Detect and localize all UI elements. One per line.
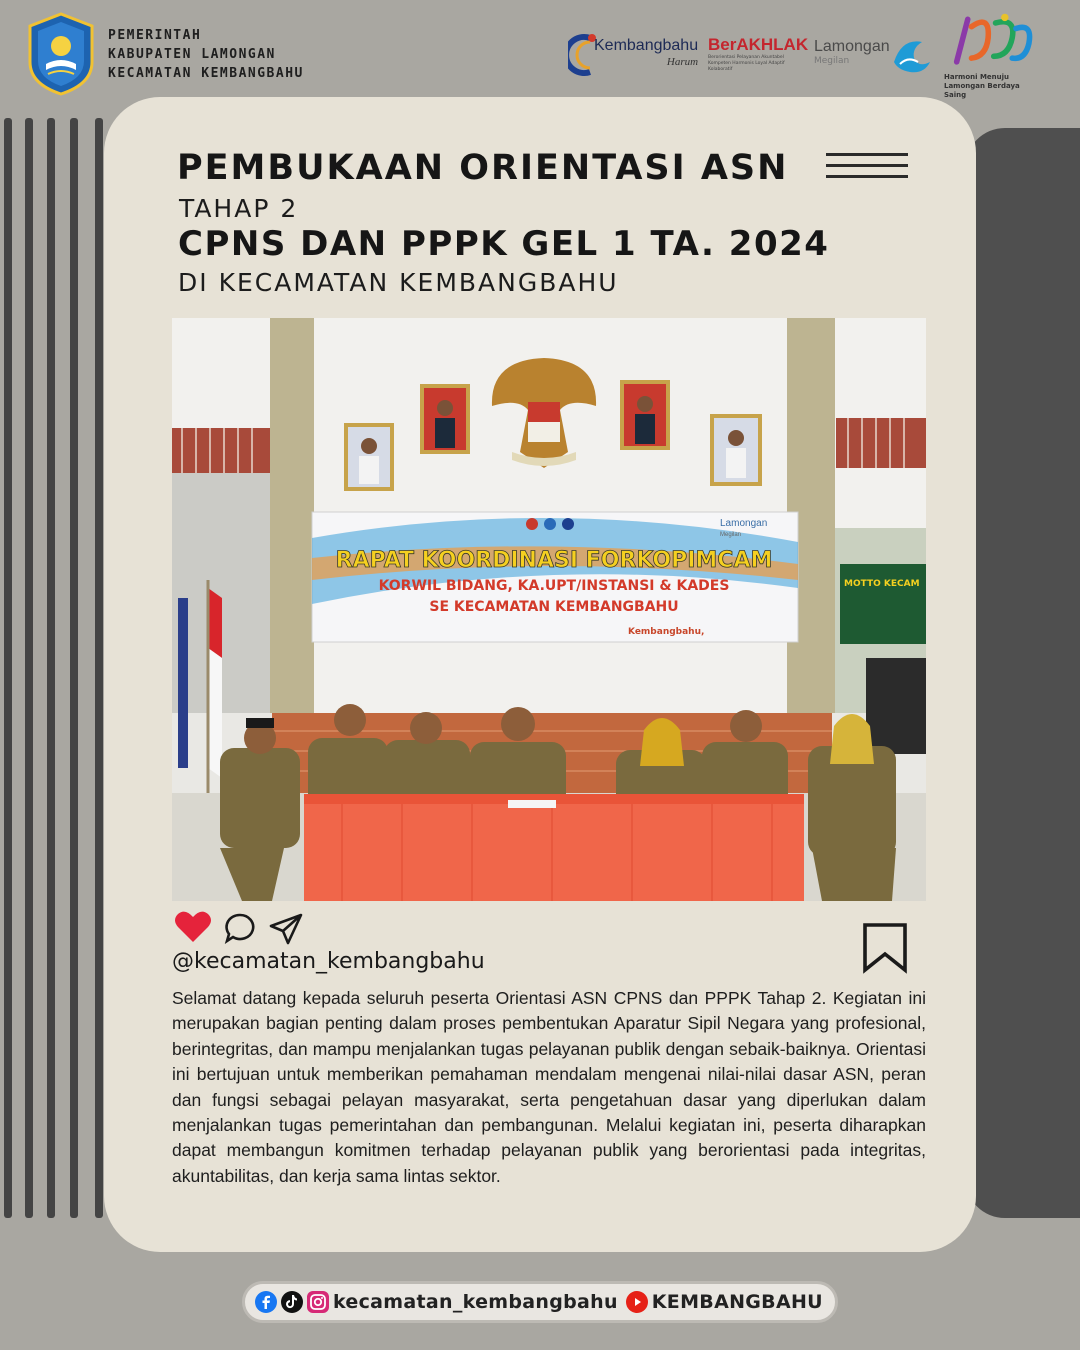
- anniversary-logo: [940, 10, 1040, 100]
- lamongan-text: Lamongan: [814, 38, 890, 55]
- meeting-banner: [312, 512, 798, 642]
- anniversary-tagline: Harmoni Menuju Lamongan Berdaya Saing: [944, 73, 1020, 99]
- post-caption: Selamat datang kepada seluruh peserta Orientasi ASN CPNS dan PPPK Tahap 2. Kegiatan ini merupakan bagian penting dalam proses pembentukan Aparatur Sipil Negara yang profesional, berintegritas, dan mampu menjalankan tugas pelayanan publik dengan sebaik-baiknya. Orientasi ini bertujuan untuk memberikan pemahaman mendalam mengenai nilai-nilai dasar ASN, peran dan fungsi sebagai pelayan masyarakat, serta pengetahuan dasar yang diperlukan dalam menjalankan tugas pemerintahan dan pembangunan. Melalui kegiatan ini, peserta diharapkan dapat membangun komitmen terhadap pelayanan publik yang berorientasi pada integritas, akuntabilitas, dan kerja sama lintas sektor.: [172, 988, 926, 1186]
- org-line-2: KABUPATEN LAMONGAN: [108, 47, 276, 62]
- youtube-channel[interactable]: KEMBANGBAHU: [651, 1291, 823, 1313]
- lamongan-megilan-logo: [814, 28, 932, 80]
- event-photo-illustration: [172, 318, 926, 901]
- motto-board: MOTTO KECAM: [844, 579, 920, 589]
- banner-logo: Lamongan: [720, 518, 768, 529]
- banner-logo-sub: Megilan: [720, 532, 742, 538]
- youtube-icon[interactable]: [626, 1291, 648, 1313]
- banner-line-3: SE KECAMATAN KEMBANGBAHU: [429, 599, 679, 615]
- facebook-icon[interactable]: [255, 1291, 277, 1313]
- tiktok-icon[interactable]: [281, 1291, 303, 1313]
- title-line-3: CPNS DAN PPPK GEL 1 TA. 2024: [178, 224, 830, 264]
- title-line-1: PEMBUKAAN ORIENTASI ASN: [177, 148, 789, 188]
- social-footer: [242, 1281, 838, 1323]
- share-icon[interactable]: [268, 912, 304, 946]
- heart-icon[interactable]: [174, 910, 212, 944]
- social-handle[interactable]: kecamatan_kembangbahu: [333, 1291, 618, 1313]
- title-line-4: DI KECAMATAN KEMBANGBAHU: [178, 268, 619, 297]
- organization-name: [108, 26, 304, 83]
- account-handle[interactable]: @kecamatan_kembangbahu: [172, 949, 485, 974]
- wave-icon: [890, 32, 932, 76]
- bookmark-icon[interactable]: [862, 922, 908, 974]
- kembangbahu-text: Kembangbahu: [594, 37, 699, 54]
- anniversary-emblem-icon: [940, 10, 1040, 73]
- instagram-icon[interactable]: [307, 1291, 329, 1313]
- kembangbahu-logo: [568, 28, 698, 80]
- lamongan-regency-logo: [26, 12, 96, 96]
- berakhlak-subtext: Berorientasi Pelayanan Akuntabel Kompeten Harmonis Loyal Adaptif Kolaboratif: [708, 55, 785, 72]
- banner-line-2: KORWIL BIDANG, KA.UPT/INSTANSI & KADES: [378, 578, 730, 594]
- comment-icon[interactable]: [224, 912, 258, 944]
- berakhlak-logo: [708, 28, 808, 80]
- org-line-3: KECAMATAN KEMBANGBAHU: [108, 66, 304, 81]
- org-line-1: PEMERINTAH: [108, 28, 202, 43]
- menu-icon[interactable]: [826, 153, 908, 179]
- event-photo[interactable]: [172, 318, 926, 901]
- banner-signature: Kembangbahu,: [628, 627, 705, 637]
- title-line-2: TAHAP 2: [179, 194, 299, 223]
- decorative-band: [965, 128, 1080, 1218]
- kembangbahu-subtext: Harum: [666, 56, 699, 68]
- decorative-stripes: [0, 118, 110, 1218]
- berakhlak-text: BerAKHLAK: [708, 35, 809, 54]
- lamongan-subtext: Megilan: [814, 56, 850, 66]
- banner-title: RAPAT KOORDINASI FORKOPIMCAM: [335, 548, 773, 573]
